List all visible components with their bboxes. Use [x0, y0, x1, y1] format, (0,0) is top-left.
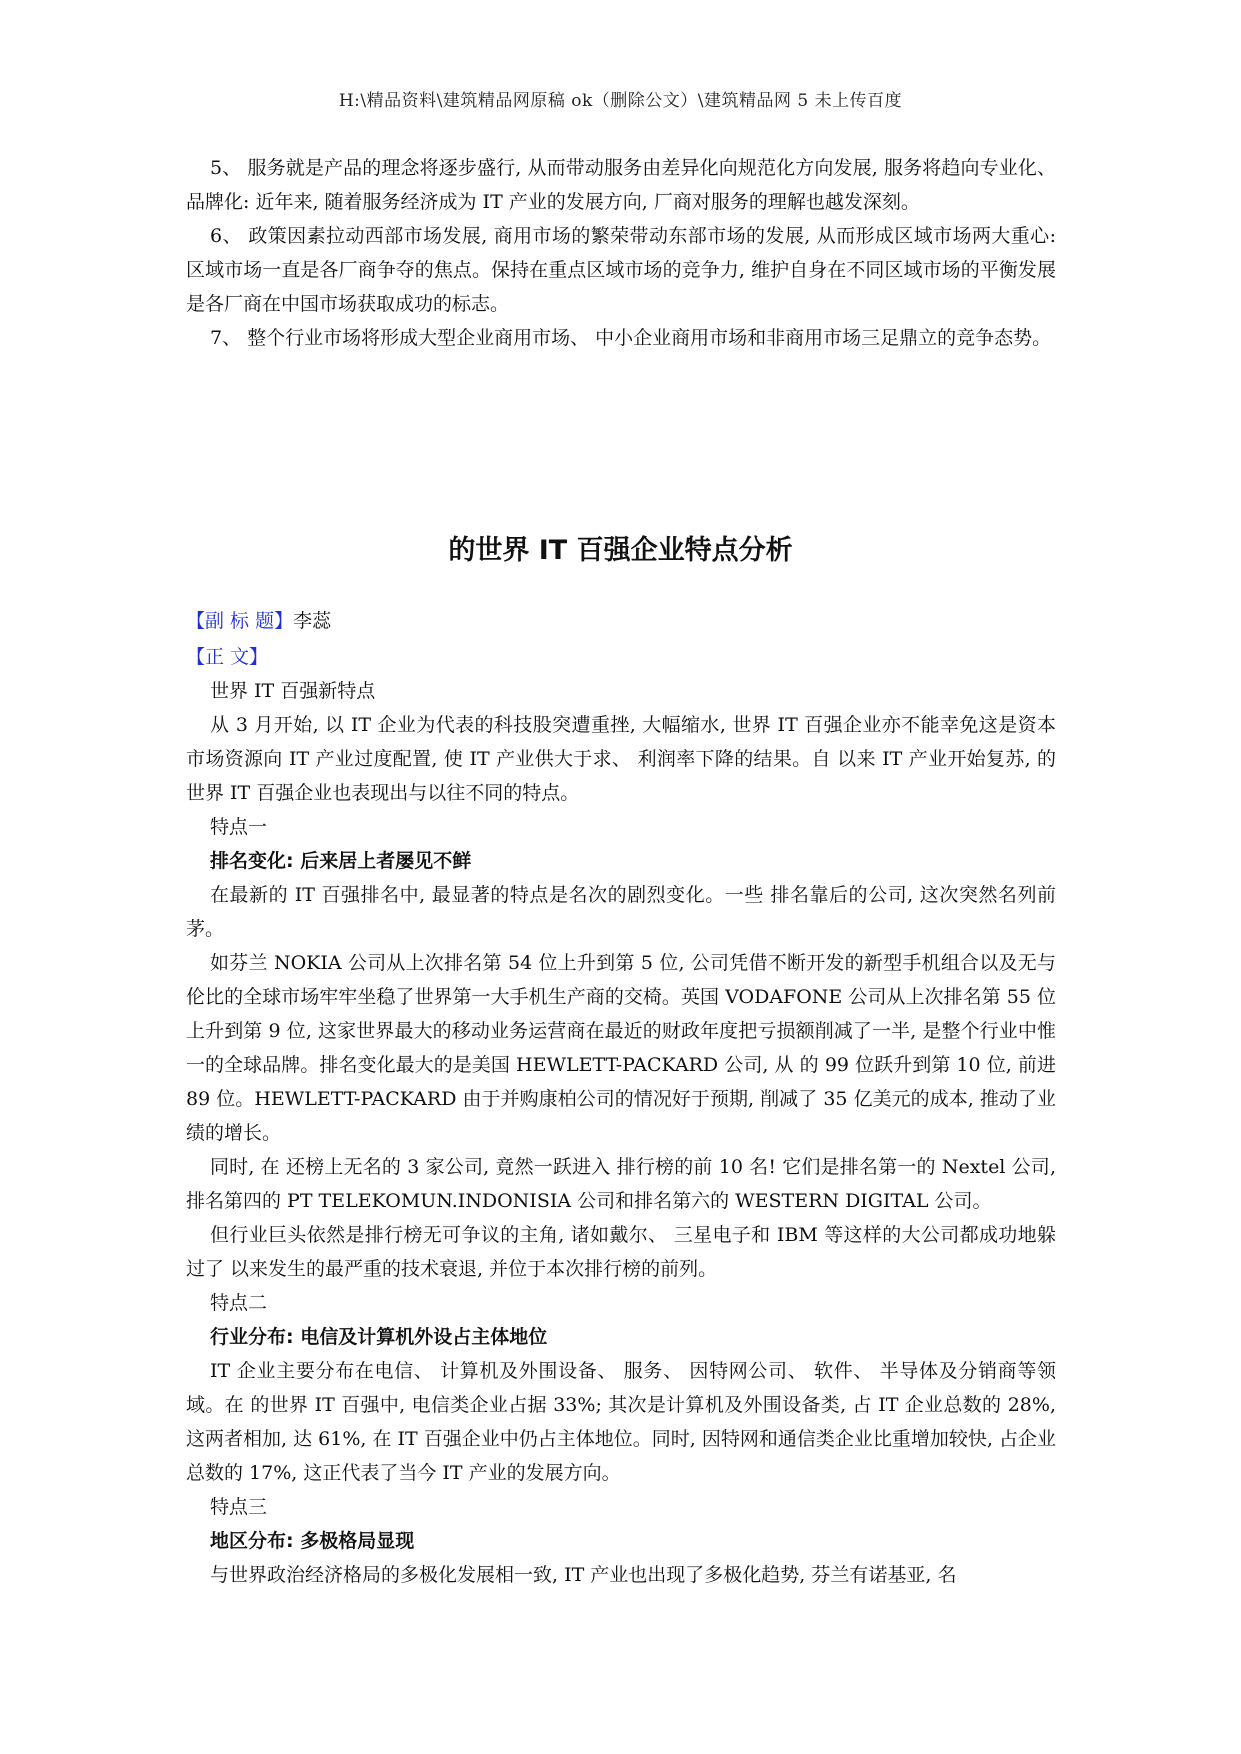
body-tag: 【正 文】 [186, 646, 269, 668]
body-paragraph: 与世界政治经济格局的多极化发展相一致, IT 产业也出现了多极化趋势, 芬兰有诺基亚, 名 [210, 1564, 957, 1586]
body-paragraph: 同时, 在 还榜上无名的 3 家公司, 竟然一跃进入 排行榜的前 10 名! 它们是排名第一的 Nextel 公司, 排名第四的 PT TELEKOMUN.INDONISIA 公司和排名第六的 WESTERN DIGITAL 公司。 [186, 1156, 1056, 1212]
body-paragraph: 如芬兰 NOKIA 公司从上次排名第 54 位上升到第 5 位, 公司凭借不断开发的新型手机组合以及无与伦比的全球市场牢牢坐稳了世界第一大手机生产商的交椅。英国 VODAFONE 公司从上次排名第 55 位上升到第 9 位, 这家世界最大的移动业务运营商在最近的财政年度把亏损额削减了一半, 是整个行业中惟一的全球品牌。排名变化最大的是美国 HEWLETT-PACKARD 公司, 从 的 99 位跃升到第 10 位, 前进 89 位。HEWLETT-PACKARD 由于并购康柏公司的情况好于预期, 削减了 35 亿美元的成本, 推动了业绩的增长。 [186, 952, 1056, 1144]
subtitle-line [186, 604, 1056, 638]
body-paragraph: 从 3 月开始, 以 IT 企业为代表的科技股突遭重挫, 大幅缩水, 世界 IT 百强企业亦不能幸免这是资本市场资源向 IT 产业过度配置, 使 IT 产业供大于求、 利润率下降的结果。自 以来 IT 产业开始复苏, 的世界 IT 百强企业也表现出与以往不同的特点。 [186, 714, 1056, 804]
intro-section [186, 151, 1056, 355]
section-heading: 世界 IT 百强新特点 [210, 680, 376, 702]
body-paragraph: IT 企业主要分布在电信、 计算机及外围设备、 服务、 因特网公司、 软件、 半导体及分销商等领域。在 的世界 IT 百强中, 电信类企业占据 33%; 其次是计算机及外围设备类, 占 IT 企业总数的 28%, 这两者相加, 达 61%, 在 IT 百强企业中仍占主体地位。同时, 因特网和通信类企业比重增加较快, 占企业总数的 17%, 这正代表了当今 IT 产业的发展方向。 [186, 1360, 1056, 1484]
feature-label: 特点二 [210, 1292, 268, 1314]
subtitle-tag: 【副 标 题】 [186, 610, 294, 632]
body-tag-line [186, 640, 1056, 674]
feature-heading: 排名变化: 后来居上者屡见不鲜 [210, 850, 472, 872]
intro-paragraph-5: 5、 服务就是产品的理念将逐步盛行, 从而带动服务由差异化向规范化方向发展, 服务将趋向专业化、 品牌化: 近年来, 随着服务经济成为 IT 产业的发展方向, 厂商对服务的理解也越发深刻。 [186, 157, 1056, 213]
feature-label: 特点一 [210, 816, 268, 838]
feature-heading: 地区分布: 多极格局显现 [210, 1530, 415, 1552]
feature-label: 特点三 [210, 1496, 268, 1518]
body-paragraph: 但行业巨头依然是排行榜无可争议的主角, 诸如戴尔、 三星电子和 IBM 等这样的大公司都成功地躲过了 以来发生的最严重的技术衰退, 并位于本次排行榜的前列。 [186, 1224, 1056, 1280]
article-body [186, 674, 1056, 1592]
page-header-path: H:\精品资料\建筑精品网原稿 ok（删除公文）\建筑精品网 5 未上传百度 [338, 91, 903, 111]
article-title: 的世界 IT 百强企业特点分析 [448, 535, 793, 566]
body-paragraph: 在最新的 IT 百强排名中, 最显著的特点是名次的剧烈变化。一些 排名靠后的公司, 这次突然名列前茅。 [186, 884, 1056, 940]
subtitle-author: 李蕊 [293, 610, 332, 632]
intro-paragraph-7: 7、 整个行业市场将形成大型企业商用市场、 中小企业商用市场和非商用市场三足鼎立的竞争态势。 [210, 327, 1052, 349]
feature-heading: 行业分布: 电信及计算机外设占主体地位 [210, 1326, 548, 1348]
intro-paragraph-6: 6、 政策因素拉动西部市场发展, 商用市场的繁荣带动东部市场的发展, 从而形成区域市场两大重心: 区域市场一直是各厂商争夺的焦点。保持在重点区域市场的竞争力, 维护自身在不同区域市场的平衡发展是各厂商在中国市场获取成功的标志。 [186, 225, 1056, 315]
